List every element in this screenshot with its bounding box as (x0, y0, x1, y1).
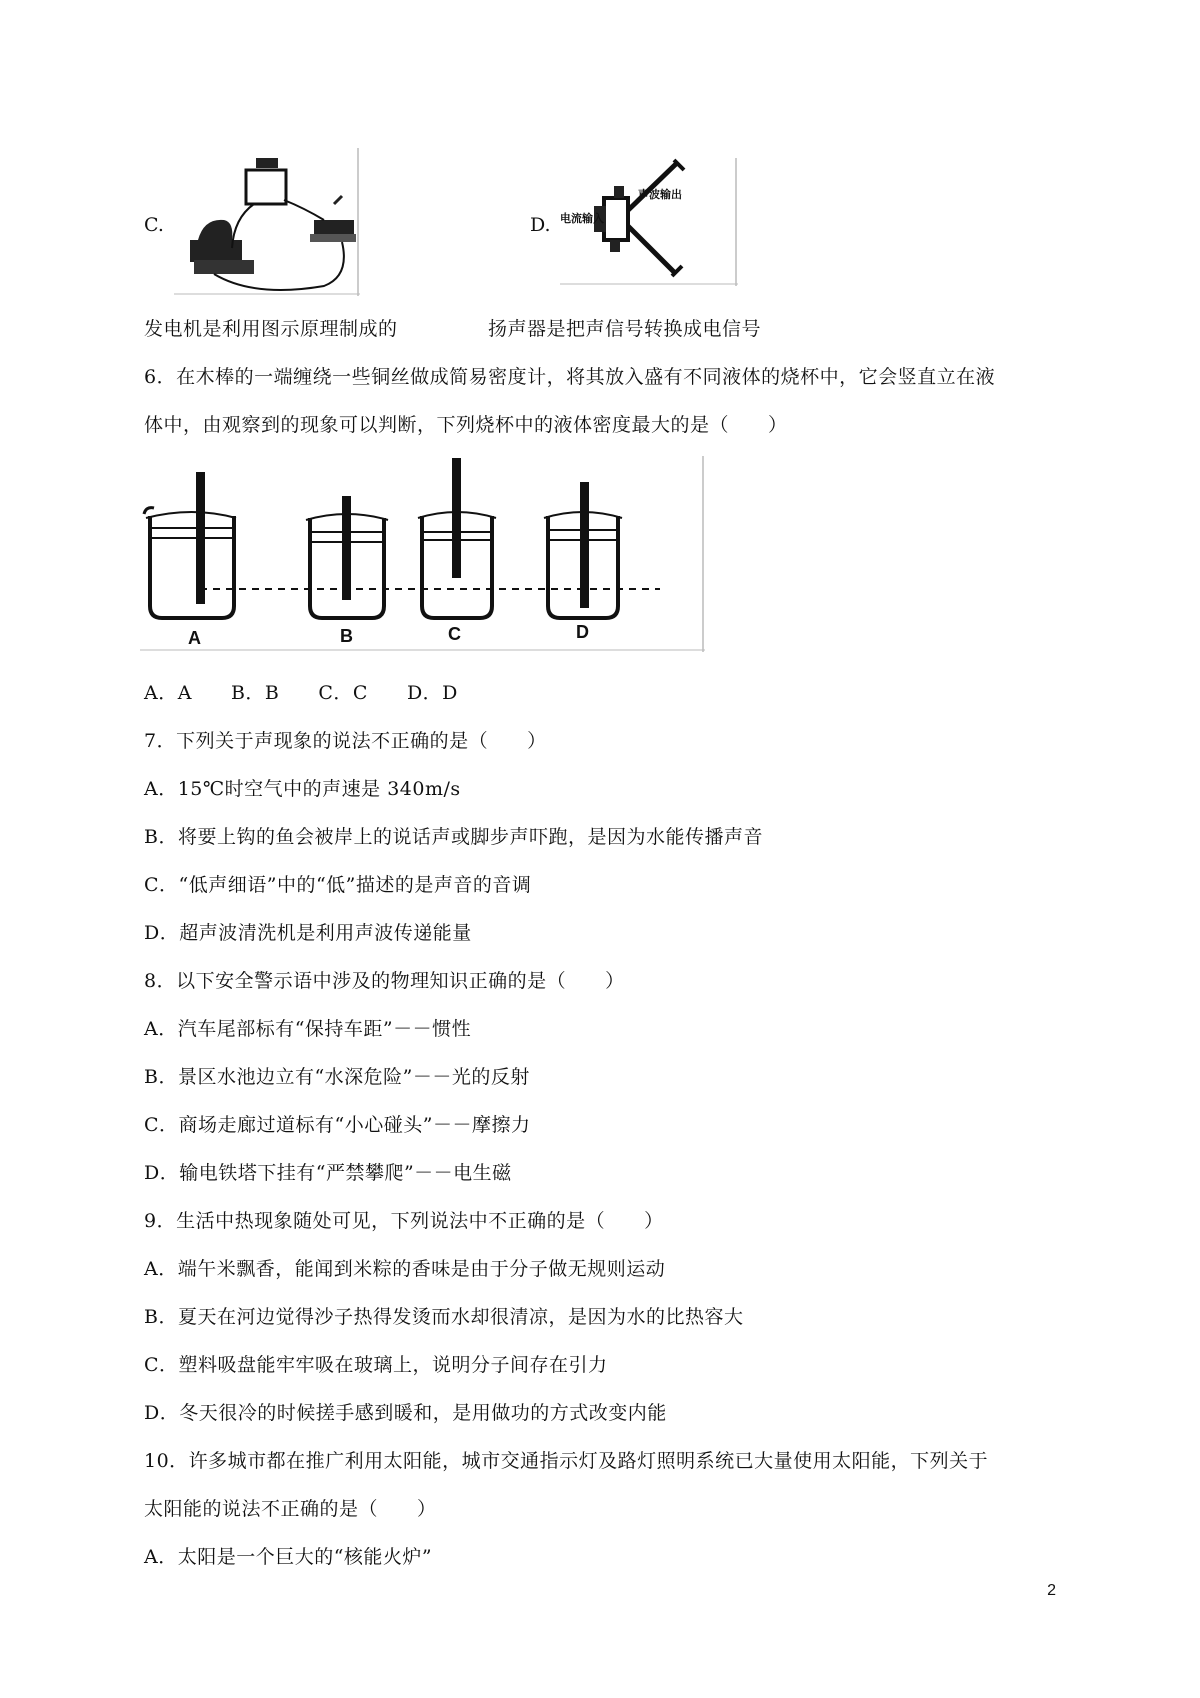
q7-stem: 7．下列关于声现象的说法不正确的是（ ） (144, 730, 547, 752)
option-c-label: C. (144, 214, 164, 236)
q6-stem-line2: 体中，由观察到的现象可以判断，下列烧杯中的液体密度最大的是（ ） (144, 414, 788, 436)
beaker-a (144, 472, 236, 618)
q6-options: A．A B．B C．C D．D (144, 682, 458, 704)
q10-option-a: A．太阳是一个巨大的“核能火炉” (144, 1546, 433, 1568)
q8-stem: 8．以下安全警示语中涉及的物理知识正确的是（ ） (144, 970, 625, 992)
q9-option-a: A．端午米飘香，能闻到米粽的香味是由于分子做无规则运动 (144, 1258, 666, 1280)
q9-stem: 9．生活中热现象随处可见，下列说法中不正确的是（ ） (144, 1210, 664, 1232)
q7-option-a: A．15℃时空气中的声速是 340m/s (144, 778, 461, 800)
q8-option-b: B．景区水池边立有“水深危险”－－光的反射 (144, 1066, 530, 1088)
q10-stem-line1: 10．许多城市都在推广利用太阳能，城市交通指示灯及路灯照明系统已大量使用太阳能，下列关于 (144, 1450, 989, 1472)
beaker-label-c: C (448, 624, 461, 644)
q7-option-c: C．“低声细语”中的“低”描述的是声音的音调 (144, 874, 532, 896)
option-c-caption: 发电机是利用图示原理制成的 (144, 318, 398, 340)
option-d-caption: 扬声器是把声信号转换成电信号 (488, 318, 762, 340)
q8-option-c: C．商场走廊过道标有“小心碰头”－－摩擦力 (144, 1114, 531, 1136)
speaker-label-right: 声波输出 (638, 188, 682, 201)
beaker-d (544, 482, 622, 618)
figure-generator (174, 148, 360, 296)
speaker-label-left: 电流输入 (560, 212, 604, 225)
q9-option-b: B．夏天在河边觉得沙子热得发烫而水却很清凉，是因为水的比热容大 (144, 1306, 744, 1328)
beaker-c (418, 458, 496, 618)
page-number: 2 (1047, 1582, 1056, 1599)
q10-stem-line2: 太阳能的说法不正确的是（ ） (144, 1498, 437, 1520)
beaker-label-d: D (576, 622, 589, 642)
option-d-label: D. (530, 214, 551, 236)
q7-option-d: D．超声波清洗机是利用声波传递能量 (144, 922, 472, 944)
beaker-label-a: A (188, 628, 201, 648)
q9-option-c: C．塑料吸盘能牢牢吸在玻璃上，说明分子间存在引力 (144, 1354, 608, 1376)
q7-option-b: B．将要上钩的鱼会被岸上的说话声或脚步声吓跑，是因为水能传播声音 (144, 826, 763, 848)
q8-option-a: A．汽车尾部标有“保持车距”－－惯性 (144, 1018, 472, 1040)
q6-stem-line1: 6．在木棒的一端缠绕一些铜丝做成简易密度计，将其放入盛有不同液体的烧杯中，它会竖直立在液 (144, 366, 996, 388)
q8-option-d: D．输电铁塔下挂有“严禁攀爬”－－电生磁 (144, 1162, 512, 1184)
figure-speaker (560, 158, 738, 286)
q9-option-d: D．冬天很冷的时候搓手感到暖和，是用做功的方式改变内能 (144, 1402, 667, 1424)
beaker-label-b: B (340, 626, 353, 646)
figure-beakers (140, 456, 705, 652)
beaker-b (306, 496, 388, 618)
